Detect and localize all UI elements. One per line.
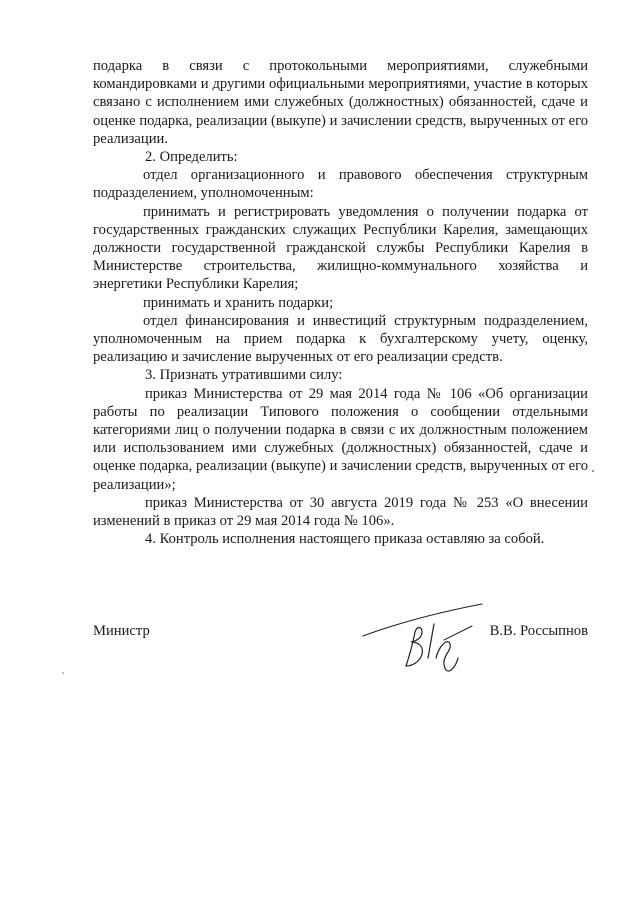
paragraph: принимать и регистрировать уведомления о получении подарка от государственных гражданских служащих Республики Карелия, замещающих должности государственной гражданской службы Республики Карелия в Министерстве строительства, жилищно-коммунального хозяйства и энергетики Республики Карелия; — [93, 203, 588, 293]
scan-speck — [592, 470, 594, 472]
paragraph: отдел финансирования и инвестиций структурным подразделением, уполномоченным на прием подарка к бухгалтерскому учету, оценку, реализацию и зачисление вырученных от его реализации средств. — [93, 312, 588, 366]
scan-speck — [62, 672, 64, 674]
paragraph: 3. Признать утратившими силу: — [145, 367, 343, 384]
paragraph: приказ Министерства от 29 мая 2014 года № 106 «Об организации работы по реализации Типового положения о сообщении отдельными категориями лиц о получении подарка в связи с их должностным положением или использованием ими служебных (должностных) обязанностей, сдаче и оценке подарка, реализации (выкупе) и зачислении средств, вырученных от его реализации»; — [93, 385, 588, 493]
paragraph: 2. Определить: — [145, 149, 238, 166]
paragraph: принимать и хранить подарки; — [143, 294, 334, 311]
signatory-name: В.В. Россыпнов — [489, 623, 588, 639]
document-body — [93, 57, 588, 548]
paragraph: отдел организационного и правового обеспечения структурным подразделением, уполномоченным: — [93, 167, 588, 202]
paragraph: 4. Контроль исполнения настоящего приказа оставляю за собой. — [145, 531, 545, 548]
handwritten-signature — [360, 596, 500, 674]
signatory-position: Министр — [93, 623, 150, 639]
paragraph: подарка в связи с протокольными мероприятиями, служебными командировками и другими официальными мероприятиями, участие в которых связано с исполнением ими служебных (должностных) обязанностей, сдаче и оценке подарка, реализации (выкупе) и зачислении средств, вырученных от его реализации. — [93, 58, 588, 147]
paragraph: приказ Министерства от 30 августа 2019 года № 253 «О внесении изменений в приказ от 29 мая 2014 года № 106». — [93, 494, 588, 530]
